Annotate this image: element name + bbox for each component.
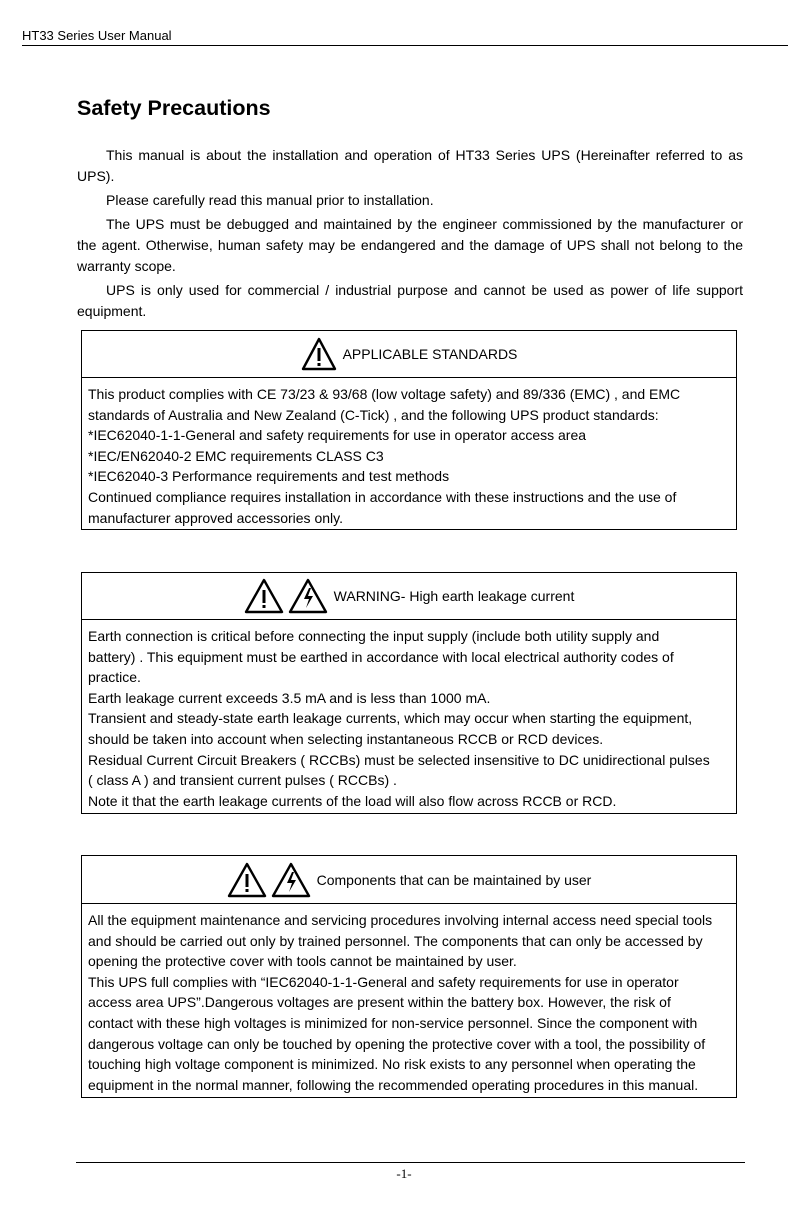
box-line: touching high voltage component is minimized. No risk exists to any personnel when operating the — [88, 1056, 696, 1073]
box-heading-text: WARNING- High earth leakage current — [333, 588, 575, 604]
box-line: standards of Australia and New Zealand (C-Tick) , and the following UPS product standards: — [88, 406, 659, 423]
box-line: *IEC62040-3 Performance requirements and test methods — [88, 468, 450, 485]
box-heading — [82, 573, 736, 620]
box-body — [82, 620, 736, 815]
intro-section — [77, 145, 743, 325]
box-heading — [82, 856, 736, 904]
box-body — [82, 904, 736, 1099]
box-line: dangerous voltage can only be touched by opening the protective cover with a tool, the possibility of — [88, 1035, 706, 1052]
warning-triangle-icon — [227, 862, 267, 898]
box-line: Transient and steady-state earth leakage currents, which may occur when starting the equipment, — [88, 710, 693, 727]
box-line: battery) . This equipment must be earthed in accordance with local electrical authority codes of — [88, 648, 674, 665]
intro-paragraph: UPS is only used for commercial / industrial purpose and cannot be used as power of life support equipment. — [77, 282, 743, 319]
box-line: *IEC62040-1-1-General and safety requirements for use in operator access area — [88, 427, 587, 444]
warning-triangle-icon — [301, 337, 337, 371]
intro-paragraph: This manual is about the installation and operation of HT33 Series UPS (Hereinafter referred to as UPS). — [77, 147, 743, 184]
box-body — [82, 378, 736, 532]
box-line: manufacturer approved accessories only. — [88, 509, 343, 526]
page-title: Safety Precautions — [77, 96, 271, 120]
intro-paragraph: The UPS must be debugged and maintained by the engineer commissioned by the manufacturer or the agent. Otherwise, human safety may be endangered and the damage of UPS shall not belong to the warranty scope. — [77, 216, 743, 274]
box-line: ( class A ) and transient current pulses ( RCCBs) . — [88, 772, 397, 789]
high-voltage-icon — [271, 862, 311, 898]
running-header: HT33 Series User Manual — [22, 28, 172, 43]
box-line: access area UPS”.Dangerous voltages are present within the battery box. However, the risk of — [88, 994, 671, 1011]
box-line: Earth leakage current exceeds 3.5 mA and is less than 1000 mA. — [88, 689, 491, 706]
user-maintainable-components-box — [81, 855, 737, 1098]
box-line: This product complies with CE 73/23 & 93/68 (low voltage safety) and 89/336 (EMC) , and EMC — [88, 386, 681, 402]
box-heading-text: Components that can be maintained by user — [316, 871, 592, 888]
earth-leakage-warning-box — [81, 572, 737, 814]
box-line: should be taken into account when selecting instantaneous RCCB or RCD devices. — [88, 730, 604, 747]
footer-rule — [76, 1162, 745, 1163]
header-rule — [22, 45, 788, 46]
box-line: Continued compliance requires installation in accordance with these instructions and the use of — [88, 488, 677, 505]
box-line: Note it that the earth leakage currents of the load will also flow across RCCB or RCD. — [88, 792, 617, 809]
box-line: This UPS full complies with “IEC62040-1-1-General and safety requirements for use in operator — [88, 973, 679, 990]
box-heading-text: APPLICABLE STANDARDS — [342, 346, 518, 362]
box-line: Residual Current Circuit Breakers ( RCCBs) must be selected insensitive to DC unidirectional pulses — [88, 751, 710, 768]
box-line: practice. — [88, 669, 141, 686]
intro-paragraph: Please carefully read this manual prior to installation. — [106, 192, 434, 208]
box-line: Earth connection is critical before connecting the input supply (include both utility supply and — [88, 628, 660, 644]
box-line: and should be carried out only by trained personnel. The components that can only be accessed by — [88, 932, 703, 949]
page-number: -1- — [396, 1166, 412, 1181]
box-line: *IEC/EN62040-2 EMC requirements CLASS C3 — [88, 447, 384, 464]
box-line: contact with these high voltages is minimized for non-service personnel. Since the component with — [88, 1014, 698, 1031]
warning-triangle-icon — [244, 578, 284, 614]
high-voltage-icon — [288, 578, 328, 614]
applicable-standards-box — [81, 330, 737, 530]
box-line: opening the protective cover with tools cannot be maintained by user. — [88, 953, 517, 970]
box-line: equipment in the normal manner, following the recommended operating procedures in this manual. — [88, 1076, 699, 1093]
box-heading — [82, 331, 736, 378]
box-line: All the equipment maintenance and servicing procedures involving internal access need special tools — [88, 912, 713, 928]
